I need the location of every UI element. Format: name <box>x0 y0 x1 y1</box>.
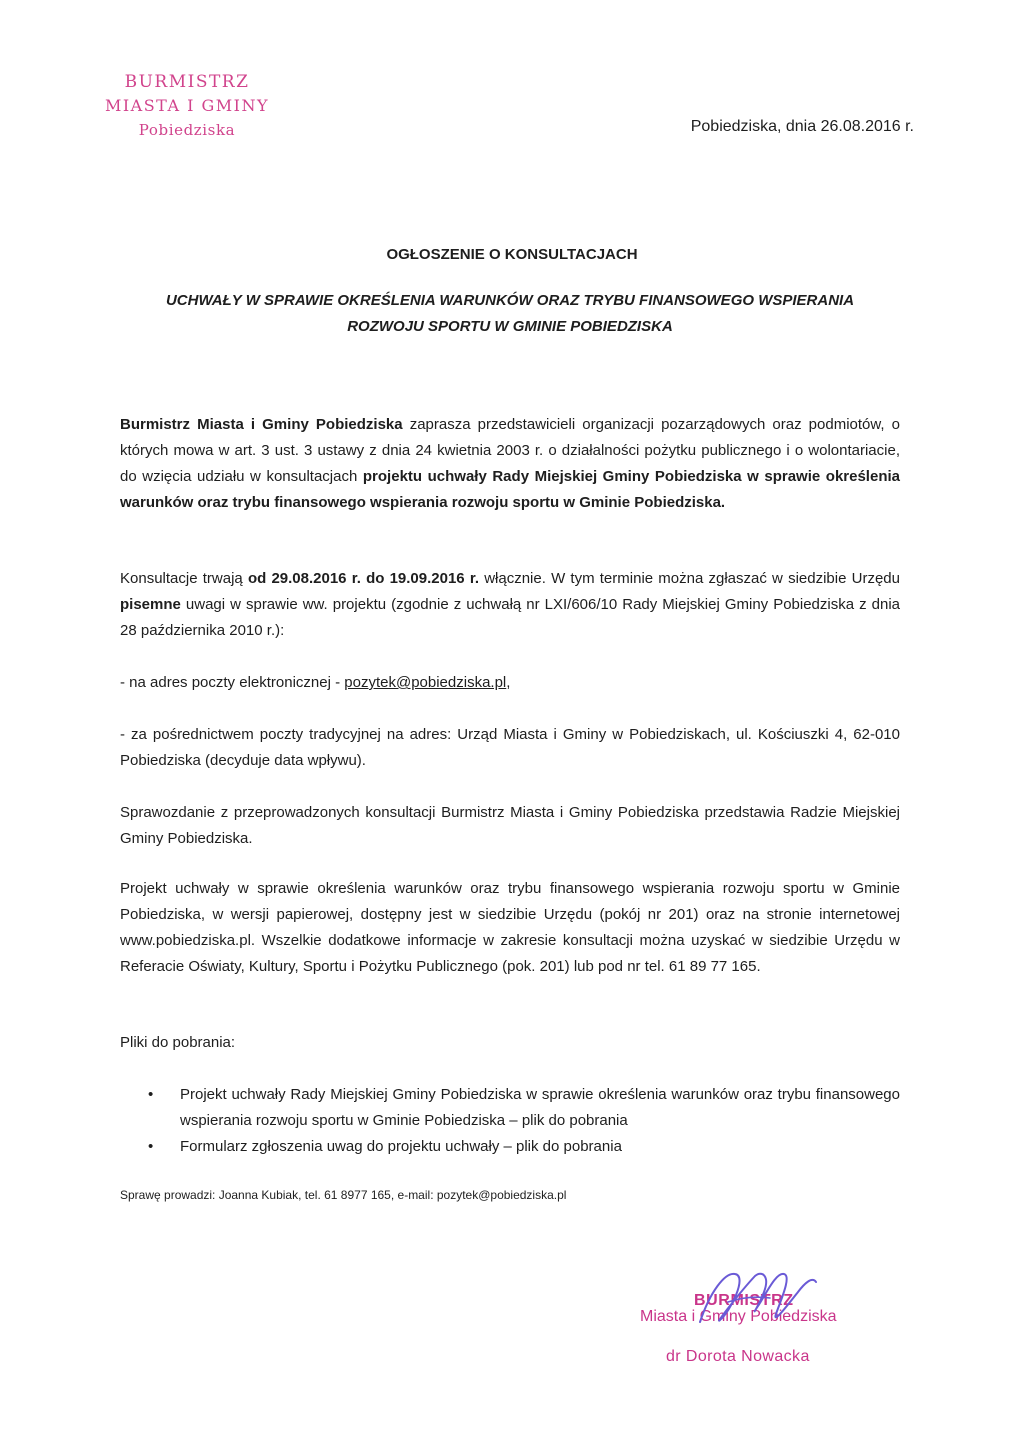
period-written: pisemne <box>120 596 181 613</box>
period-dates: od 29.08.2016 r. do 19.09.2016 r. <box>247 570 480 587</box>
invitation-bold-project: projektu uchwały Rady Miejskiej Gminy Pobiedziska w sprawie określenia warunków oraz trybu finansowego wspierania rozwoju sportu w Gminie Pobiedziska. <box>120 468 900 511</box>
paragraph-invitation <box>120 412 900 516</box>
subtitle-line2: ROZWOJU SPORTU W GMINIE POBIEDZISKA <box>347 318 673 335</box>
list-item-file-form[interactable] <box>120 1134 900 1160</box>
subtitle-line1: UCHWAŁY W SPRAWIE OKREŚLENIA WARUNKÓW ORAZ TRYBU FINANSOWEGO WSPIERANIA <box>165 292 855 309</box>
files-heading: Pliki do pobrania: <box>120 1034 236 1051</box>
period-text3: uwagi w sprawie ww. projektu (zgodnie z uchwałą nr LXI/606/10 Rady Miejskiej Gminy Pobiedziska z dnia 28 października 2010 r.): <box>120 596 900 639</box>
invitation-text: zaprasza przedstawicieli organizacji pozarządowych oraz podmiotów, o których mowa w art. 3 ust. 3 ustawy z dnia 24 kwietnia 2003 r. o działalności pożytku publicznego i o wolontariacie, do wzięcia udziału w konsultacjach <box>120 416 900 485</box>
signature-stamp-line3: dr Dorota Nowacka <box>666 1348 810 1365</box>
handwritten-signature-icon <box>680 1262 840 1344</box>
paragraph-postal: - za pośrednictwem poczty tradycyjnej na adres: Urząd Miasta i Gminy w Pobiedziskach, ul. Kościuszki 4, 62-010 Pobiedziska (decyduje data wpływu). <box>120 726 900 769</box>
paragraph-availability: Projekt uchwały w sprawie określenia warunków oraz trybu finansowego wspierania rozwoju sportu w Gminie Pobiedziska, w wersji papierowej, dostępny jest w siedzibie Urzędu (pokój nr 201) oraz na stronie internetowej www.pobiedziska.pl. Wszelkie dodatkowe informacje w zakresie konsultacji można uzyskać w siedzibie Urzędu w Referacie Oświaty, Kultury, Sportu i Pożytku Publicznego (pok. 201) lub pod nr tel. 61 89 77 165. <box>120 880 900 975</box>
document-title: OGŁOSZENIE O KONSULTACJACH <box>386 246 638 263</box>
bullet-icon: • <box>148 1086 154 1103</box>
file-label: Formularz zgłoszenia uwag do projektu uchwały – plik do pobrania <box>180 1138 622 1155</box>
email-link[interactable]: pozytek@pobiedziska.pl <box>344 674 507 691</box>
header-stamp-line2: MIASTA I GMINY <box>104 96 270 115</box>
paragraph-report: Sprawozdanie z przeprowadzonych konsultacji Burmistrz Miasta i Gminy Pobiedziska przedstawia Radzie Miejskiej Gminy Pobiedziska. <box>120 804 900 847</box>
period-text2: włącznie. W tym terminie można zgłaszać w siedzibie Urzędu <box>479 570 900 587</box>
document-subtitle <box>120 288 900 340</box>
period-text1: Konsultacje trwają <box>120 570 248 587</box>
footer-contact-note: Sprawę prowadzi: Joanna Kubiak, tel. 61 8977 165, e-mail: pozytek@pobiedziska.pl <box>120 1188 567 1202</box>
invitation-bold-issuer: Burmistrz Miasta i Gminy Pobiedziska <box>120 416 403 433</box>
files-list <box>120 1082 900 1160</box>
list-item-file-project[interactable] <box>120 1082 900 1134</box>
header-stamp-line3: Pobiedziska <box>138 121 236 139</box>
file-label: Projekt uchwały Rady Miejskiej Gminy Pobiedziska w sprawie określenia warunków oraz trybu finansowego wspierania rozwoju sportu w Gminie Pobiedziska – plik do pobrania <box>180 1086 900 1129</box>
signature-stamp-line2: Miasta i Gminy Pobiedziska <box>640 1308 837 1325</box>
paragraph-email <box>120 670 900 696</box>
signature-stamp-line1: BURMISTRZ <box>694 1292 794 1309</box>
header-stamp-line1: BURMISTRZ <box>124 72 250 92</box>
signature-stamp <box>630 1262 890 1382</box>
email-suffix: , <box>506 674 511 691</box>
email-prefix: - na adres poczty elektronicznej - <box>120 674 345 691</box>
paragraph-consultation-period <box>120 566 900 644</box>
date-line: Pobiedziska, dnia 26.08.2016 r. <box>690 118 914 135</box>
bullet-icon: • <box>148 1138 154 1155</box>
header-stamp <box>92 70 282 142</box>
